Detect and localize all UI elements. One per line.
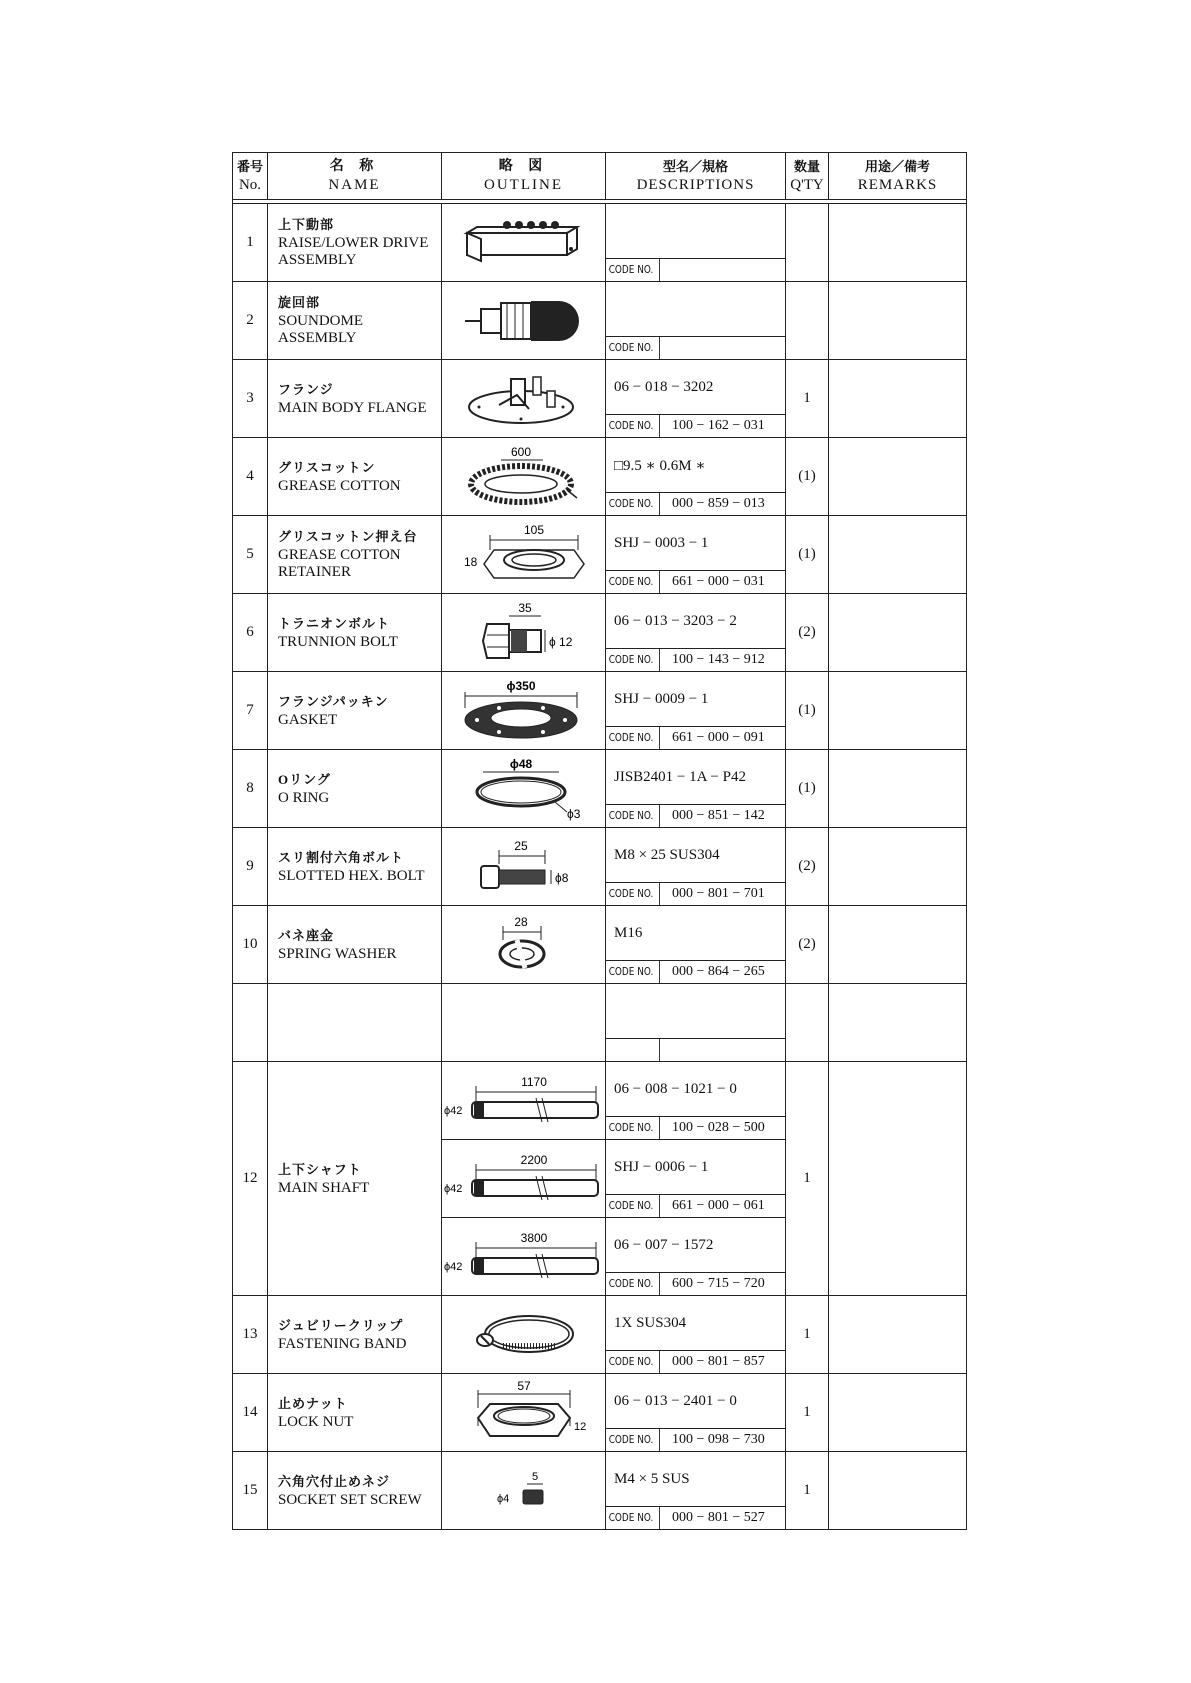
dimension-label: 12 [573, 1420, 586, 1433]
item-remarks [829, 438, 967, 516]
item-name: フランジパッキン GASKET [268, 672, 442, 750]
header-no: 番号 No. [233, 153, 268, 200]
item-description: SHJ − 0006 − 1 CODE NO. 661 − 000 − 061 [606, 1140, 786, 1218]
item-name: Oリング O RING [268, 750, 442, 828]
header-descriptions: 型名／規格 DESCRIPTIONS [606, 153, 786, 200]
item-remarks [829, 1062, 967, 1296]
item-description [606, 984, 786, 1062]
dimension-label: 1170 [520, 1074, 547, 1089]
item-remarks [829, 1296, 967, 1374]
item-description: 06 − 018 − 3202 CODE NO. 100 − 162 − 031 [606, 360, 786, 438]
header-qty: 数量 Q'TY [786, 153, 829, 200]
table-row [233, 828, 967, 906]
header-remarks: 用途／備考 REMARKS [829, 153, 967, 200]
dimension-label: ϕ4 [496, 1492, 509, 1505]
item-remarks [829, 282, 967, 360]
item-description: SHJ − 0003 − 1 CODE NO. 661 − 000 − 031 [606, 516, 786, 594]
item-outline [442, 984, 606, 1062]
item-qty: (2) [786, 906, 829, 984]
main-shaft-icon [442, 1062, 606, 1140]
table-row [233, 750, 967, 828]
item-no: 14 [233, 1374, 268, 1452]
item-description: 06 − 013 − 3203 − 2 CODE NO. 100 − 143 − 912 [606, 594, 786, 672]
dimension-label: 3800 [520, 1230, 547, 1245]
item-no: 8 [233, 750, 268, 828]
item-no: 12 [233, 1062, 268, 1296]
item-remarks [829, 828, 967, 906]
item-no: 1 [233, 204, 268, 282]
item-remarks [829, 906, 967, 984]
item-no [233, 984, 268, 1062]
item-remarks [829, 594, 967, 672]
table-row [233, 360, 967, 438]
item-description: M4 × 5 SUS CODE NO. 000 − 801 − 527 [606, 1452, 786, 1530]
item-remarks [829, 1452, 967, 1530]
item-qty: (2) [786, 828, 829, 906]
parts-list-table [232, 152, 967, 1530]
item-description: 06 − 008 − 1021 − 0 CODE NO. 100 − 028 − 500 [606, 1062, 786, 1140]
grease-cotton-icon [442, 438, 606, 516]
item-no: 7 [233, 672, 268, 750]
item-remarks [829, 984, 967, 1062]
item-name: 上下動部 RAISE/LOWER DRIVE ASSEMBLY [268, 204, 442, 282]
table-row [233, 516, 967, 594]
table-row [233, 204, 967, 282]
table-row-empty [233, 984, 967, 1062]
main-shaft-icon [442, 1218, 606, 1296]
item-name: フランジ MAIN BODY FLANGE [268, 360, 442, 438]
item-no: 3 [233, 360, 268, 438]
item-no: 4 [233, 438, 268, 516]
dimension-label: 600 [510, 444, 531, 459]
item-no: 15 [233, 1452, 268, 1530]
dimension-label: 18 [463, 554, 477, 569]
dimension-label: 105 [523, 522, 544, 537]
item-qty: 1 [786, 1296, 829, 1374]
item-description: 1X SUS304 CODE NO. 000 − 801 − 857 [606, 1296, 786, 1374]
dimension-label: ϕ 12 [548, 634, 572, 649]
table-row [233, 438, 967, 516]
item-qty: (2) [786, 594, 829, 672]
dimension-label: ϕ3 [566, 806, 580, 821]
item-qty: 1 [786, 1062, 829, 1296]
item-name: スリ割付六角ボルト SLOTTED HEX. BOLT [268, 828, 442, 906]
o-ring-icon [442, 750, 606, 828]
item-no: 9 [233, 828, 268, 906]
item-name: グリスコットン押え台 GREASE COTTON RETAINER [268, 516, 442, 594]
table-row [233, 282, 967, 360]
item-qty: (1) [786, 750, 829, 828]
item-description: 06 − 007 − 1572 CODE NO. 600 − 715 − 720 [606, 1218, 786, 1296]
item-name: 止めナット LOCK NUT [268, 1374, 442, 1452]
item-qty [786, 204, 829, 282]
dimension-label: ϕ8 [554, 870, 568, 885]
item-no: 5 [233, 516, 268, 594]
table-row [233, 1452, 967, 1530]
table-row [233, 594, 967, 672]
fastening-band-icon [442, 1296, 606, 1374]
item-no: 6 [233, 594, 268, 672]
item-remarks [829, 516, 967, 594]
dimension-label: 57 [516, 1378, 531, 1393]
drive-assembly-icon [442, 204, 606, 282]
item-qty [786, 282, 829, 360]
dimension-label: ϕ42 [443, 1104, 462, 1117]
table-header [233, 153, 967, 200]
soundome-assembly-icon [442, 282, 606, 360]
item-description: 06 − 013 − 2401 − 0 CODE NO. 100 − 098 − 730 [606, 1374, 786, 1452]
item-description: SHJ − 0009 − 1 CODE NO. 661 − 000 − 091 [606, 672, 786, 750]
lock-nut-icon [442, 1374, 606, 1452]
item-no: 2 [233, 282, 268, 360]
flange-icon [442, 360, 606, 438]
table-row [233, 672, 967, 750]
item-name: バネ座金 SPRING WASHER [268, 906, 442, 984]
item-qty: 1 [786, 360, 829, 438]
gasket-icon [442, 672, 606, 750]
item-description: CODE NO. [606, 282, 786, 360]
dimension-label: 35 [517, 600, 532, 615]
dimension-label: ϕ42 [443, 1182, 462, 1195]
item-remarks [829, 360, 967, 438]
item-no: 10 [233, 906, 268, 984]
item-remarks [829, 750, 967, 828]
table-row [233, 906, 967, 984]
item-description: M16 CODE NO. 000 − 864 − 265 [606, 906, 786, 984]
trunnion-bolt-icon [442, 594, 606, 672]
dimension-label: 5 [531, 1470, 538, 1483]
dimension-label: 28 [513, 914, 528, 929]
item-description: □9.5 ∗ 0.6M ∗ CODE NO. 000 − 859 − 013 [606, 438, 786, 516]
dimension-label: ϕ48 [509, 756, 532, 771]
table-row [233, 1296, 967, 1374]
header-name: 名 称 NAME [268, 153, 442, 200]
item-name: ジュビリークリップ FASTENING BAND [268, 1296, 442, 1374]
item-qty: 1 [786, 1374, 829, 1452]
item-name: トラニオンボルト TRUNNION BOLT [268, 594, 442, 672]
dimension-label: ϕ350 [505, 678, 536, 693]
dimension-label: ϕ42 [443, 1260, 462, 1273]
hex-bolt-icon [442, 828, 606, 906]
main-shaft-icon [442, 1140, 606, 1218]
table-row [233, 1374, 967, 1452]
item-name [268, 984, 442, 1062]
spring-washer-icon [442, 906, 606, 984]
item-qty: (1) [786, 672, 829, 750]
table-row [233, 1062, 967, 1140]
item-qty: (1) [786, 516, 829, 594]
item-description: CODE NO. [606, 204, 786, 282]
retainer-icon [442, 516, 606, 594]
dimension-label: 2200 [520, 1152, 547, 1167]
item-qty: (1) [786, 438, 829, 516]
item-remarks [829, 204, 967, 282]
item-remarks [829, 1374, 967, 1452]
item-qty: 1 [786, 1452, 829, 1530]
item-name: 六角穴付止めネジ SOCKET SET SCREW [268, 1452, 442, 1530]
header-outline: 略 図 OUTLINE [442, 153, 606, 200]
item-qty [786, 984, 829, 1062]
item-description: JISB2401 − 1A − P42 CODE NO. 000 − 851 − 142 [606, 750, 786, 828]
socket-screw-icon [442, 1452, 606, 1530]
item-name: 上下シャフト MAIN SHAFT [268, 1062, 442, 1296]
item-remarks [829, 672, 967, 750]
item-name: グリスコットン GREASE COTTON [268, 438, 442, 516]
dimension-label: 25 [513, 838, 528, 853]
item-no: 13 [233, 1296, 268, 1374]
item-description: M8 × 25 SUS304 CODE NO. 000 − 801 − 701 [606, 828, 786, 906]
item-name: 旋回部 SOUNDOME ASSEMBLY [268, 282, 442, 360]
